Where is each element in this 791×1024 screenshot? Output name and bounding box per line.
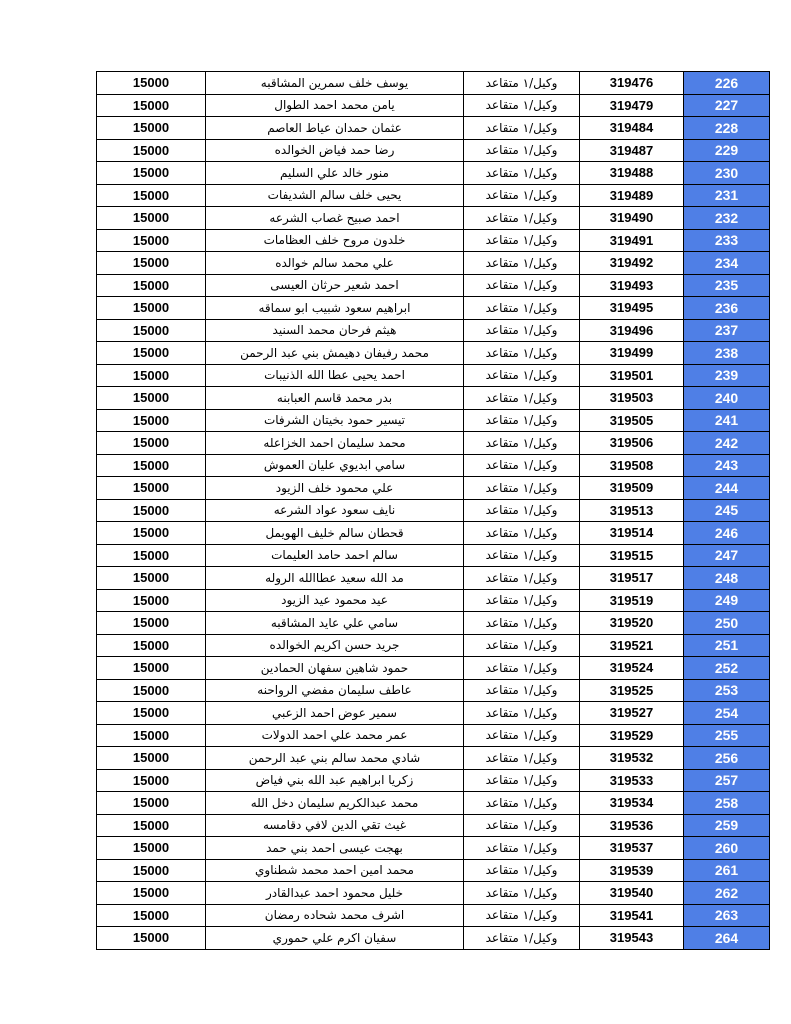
- rank-cell: وكيل/١ متقاعد: [464, 162, 580, 185]
- sequence-number-cell: 263: [684, 904, 770, 927]
- table-row: [97, 364, 770, 387]
- full-name-cell: يامن محمد احمد الطوال: [206, 94, 464, 117]
- full-name-cell: بدر محمد قاسم العبابنه: [206, 387, 464, 410]
- rank-cell: وكيل/١ متقاعد: [464, 904, 580, 927]
- amount-cell: 15000: [97, 72, 206, 95]
- sequence-number-cell: 244: [684, 477, 770, 500]
- sequence-number-cell: 228: [684, 117, 770, 140]
- sequence-number-cell: 241: [684, 409, 770, 432]
- table-row: [97, 162, 770, 185]
- amount-cell: 15000: [97, 612, 206, 635]
- table-row: [97, 792, 770, 815]
- military-number-cell: 319520: [580, 612, 684, 635]
- table-row: [97, 589, 770, 612]
- sequence-number-cell: 246: [684, 522, 770, 545]
- military-number-cell: 319496: [580, 319, 684, 342]
- sequence-number-cell: 242: [684, 432, 770, 455]
- full-name-cell: محمد رفيفان دهيمش بني عبد الرحمن: [206, 342, 464, 365]
- military-number-cell: 319537: [580, 837, 684, 860]
- full-name-cell: احمد يحيى عطا الله الذنيبات: [206, 364, 464, 387]
- amount-cell: 15000: [97, 252, 206, 275]
- military-number-cell: 319513: [580, 499, 684, 522]
- table-row: [97, 814, 770, 837]
- table-row: [97, 477, 770, 500]
- military-number-cell: 319539: [580, 859, 684, 882]
- military-number-cell: 319493: [580, 274, 684, 297]
- sequence-number-cell: 262: [684, 882, 770, 905]
- full-name-cell: عيد محمود عيد الزيود: [206, 589, 464, 612]
- table-row: [97, 207, 770, 230]
- full-name-cell: عثمان حمدان عياط العاصم: [206, 117, 464, 140]
- sequence-number-cell: 231: [684, 184, 770, 207]
- military-number-cell: 319525: [580, 679, 684, 702]
- sequence-number-cell: 238: [684, 342, 770, 365]
- rank-cell: وكيل/١ متقاعد: [464, 184, 580, 207]
- rank-cell: وكيل/١ متقاعد: [464, 589, 580, 612]
- rank-cell: وكيل/١ متقاعد: [464, 364, 580, 387]
- amount-cell: 15000: [97, 814, 206, 837]
- rank-cell: وكيل/١ متقاعد: [464, 94, 580, 117]
- amount-cell: 15000: [97, 544, 206, 567]
- amount-cell: 15000: [97, 207, 206, 230]
- full-name-cell: ابراهيم سعود شبيب ابو سماقه: [206, 297, 464, 320]
- table-row: [97, 522, 770, 545]
- full-name-cell: مد الله سعيد عطاالله الروله: [206, 567, 464, 590]
- military-number-cell: 319540: [580, 882, 684, 905]
- table-row: [97, 837, 770, 860]
- full-name-cell: خليل محمود احمد عبدالقادر: [206, 882, 464, 905]
- amount-cell: 15000: [97, 387, 206, 410]
- military-number-cell: 319541: [580, 904, 684, 927]
- military-number-cell: 319495: [580, 297, 684, 320]
- military-number-cell: 319534: [580, 792, 684, 815]
- full-name-cell: غيث تقي الدين لافي دقامسه: [206, 814, 464, 837]
- full-name-cell: اشرف محمد شحاده رمضان: [206, 904, 464, 927]
- rank-cell: وكيل/١ متقاعد: [464, 432, 580, 455]
- sequence-number-cell: 235: [684, 274, 770, 297]
- full-name-cell: يحيى خلف سالم الشديفات: [206, 184, 464, 207]
- military-number-cell: 319543: [580, 927, 684, 950]
- amount-cell: 15000: [97, 927, 206, 950]
- rank-cell: وكيل/١ متقاعد: [464, 859, 580, 882]
- amount-cell: 15000: [97, 499, 206, 522]
- military-number-cell: 319489: [580, 184, 684, 207]
- full-name-cell: محمد امين احمد محمد شطناوي: [206, 859, 464, 882]
- rank-cell: وكيل/١ متقاعد: [464, 927, 580, 950]
- rank-cell: وكيل/١ متقاعد: [464, 769, 580, 792]
- full-name-cell: سمير عوض احمد الزعبي: [206, 702, 464, 725]
- rank-cell: وكيل/١ متقاعد: [464, 567, 580, 590]
- sequence-number-cell: 226: [684, 72, 770, 95]
- amount-cell: 15000: [97, 297, 206, 320]
- sequence-number-cell: 254: [684, 702, 770, 725]
- table-row: [97, 342, 770, 365]
- military-number-cell: 319533: [580, 769, 684, 792]
- military-number-cell: 319479: [580, 94, 684, 117]
- table-row: [97, 229, 770, 252]
- amount-cell: 15000: [97, 837, 206, 860]
- amount-cell: 15000: [97, 589, 206, 612]
- full-name-cell: شادي محمد سالم بني عبد الرحمن: [206, 747, 464, 770]
- rank-cell: وكيل/١ متقاعد: [464, 252, 580, 275]
- military-number-cell: 319529: [580, 724, 684, 747]
- military-number-cell: 319488: [580, 162, 684, 185]
- military-number-cell: 319503: [580, 387, 684, 410]
- full-name-cell: سامي علي عايد المشاقبه: [206, 612, 464, 635]
- amount-cell: 15000: [97, 859, 206, 882]
- amount-cell: 15000: [97, 139, 206, 162]
- amount-cell: 15000: [97, 634, 206, 657]
- table-row: [97, 612, 770, 635]
- sequence-number-cell: 233: [684, 229, 770, 252]
- table-row: [97, 432, 770, 455]
- full-name-cell: علي محمد سالم خوالده: [206, 252, 464, 275]
- amount-cell: 15000: [97, 364, 206, 387]
- table-row: [97, 499, 770, 522]
- military-number-cell: 319487: [580, 139, 684, 162]
- amount-cell: 15000: [97, 882, 206, 905]
- rank-cell: وكيل/١ متقاعد: [464, 139, 580, 162]
- military-number-cell: 319515: [580, 544, 684, 567]
- military-number-cell: 319521: [580, 634, 684, 657]
- sequence-number-cell: 227: [684, 94, 770, 117]
- sequence-number-cell: 240: [684, 387, 770, 410]
- rank-cell: وكيل/١ متقاعد: [464, 342, 580, 365]
- amount-cell: 15000: [97, 117, 206, 140]
- sequence-number-cell: 247: [684, 544, 770, 567]
- table-row: [97, 679, 770, 702]
- table-row: [97, 297, 770, 320]
- amount-cell: 15000: [97, 904, 206, 927]
- military-number-cell: 319484: [580, 117, 684, 140]
- sequence-number-cell: 243: [684, 454, 770, 477]
- table-row: [97, 882, 770, 905]
- table-row: [97, 747, 770, 770]
- full-name-cell: هيثم فرحان محمد السنيد: [206, 319, 464, 342]
- full-name-cell: سامي ابديوي عليان العموش: [206, 454, 464, 477]
- full-name-cell: يوسف خلف سمرين المشاقبه: [206, 72, 464, 95]
- rank-cell: وكيل/١ متقاعد: [464, 544, 580, 567]
- sequence-number-cell: 256: [684, 747, 770, 770]
- amount-cell: 15000: [97, 229, 206, 252]
- amount-cell: 15000: [97, 724, 206, 747]
- military-number-cell: 319508: [580, 454, 684, 477]
- amount-cell: 15000: [97, 522, 206, 545]
- table-row: [97, 94, 770, 117]
- table-row: [97, 657, 770, 680]
- rank-cell: وكيل/١ متقاعد: [464, 229, 580, 252]
- sequence-number-cell: 264: [684, 927, 770, 950]
- rank-cell: وكيل/١ متقاعد: [464, 454, 580, 477]
- rank-cell: وكيل/١ متقاعد: [464, 297, 580, 320]
- military-number-cell: 319490: [580, 207, 684, 230]
- rank-cell: وكيل/١ متقاعد: [464, 814, 580, 837]
- full-name-cell: محمد عبدالكريم سليمان دخل الله: [206, 792, 464, 815]
- full-name-cell: احمد صبيح غصاب الشرعه: [206, 207, 464, 230]
- military-number-cell: 319491: [580, 229, 684, 252]
- amount-cell: 15000: [97, 162, 206, 185]
- amount-cell: 15000: [97, 409, 206, 432]
- rank-cell: وكيل/١ متقاعد: [464, 657, 580, 680]
- amount-cell: 15000: [97, 319, 206, 342]
- military-number-cell: 319536: [580, 814, 684, 837]
- rank-cell: وكيل/١ متقاعد: [464, 792, 580, 815]
- table-row: [97, 769, 770, 792]
- amount-cell: 15000: [97, 702, 206, 725]
- sequence-number-cell: 245: [684, 499, 770, 522]
- military-number-cell: 319499: [580, 342, 684, 365]
- rank-cell: وكيل/١ متقاعد: [464, 679, 580, 702]
- sequence-number-cell: 230: [684, 162, 770, 185]
- amount-cell: 15000: [97, 454, 206, 477]
- table-row: [97, 184, 770, 207]
- rank-cell: وكيل/١ متقاعد: [464, 522, 580, 545]
- full-name-cell: عمر محمد علي احمد الدولات: [206, 724, 464, 747]
- sequence-number-cell: 232: [684, 207, 770, 230]
- sequence-number-cell: 257: [684, 769, 770, 792]
- sequence-number-cell: 255: [684, 724, 770, 747]
- full-name-cell: احمد شعير حرثان العيسى: [206, 274, 464, 297]
- military-number-cell: 319517: [580, 567, 684, 590]
- table-row: [97, 72, 770, 95]
- rank-cell: وكيل/١ متقاعد: [464, 612, 580, 635]
- rank-cell: وكيل/١ متقاعد: [464, 499, 580, 522]
- amount-cell: 15000: [97, 679, 206, 702]
- full-name-cell: تيسير حمود بخيتان الشرفات: [206, 409, 464, 432]
- full-name-cell: بهجت عيسى احمد بني حمد: [206, 837, 464, 860]
- full-name-cell: زكريا ابراهيم عبد الله بني فياض: [206, 769, 464, 792]
- amount-cell: 15000: [97, 342, 206, 365]
- sequence-number-cell: 251: [684, 634, 770, 657]
- personnel-table: [96, 71, 770, 950]
- military-number-cell: 319492: [580, 252, 684, 275]
- sequence-number-cell: 260: [684, 837, 770, 860]
- amount-cell: 15000: [97, 769, 206, 792]
- rank-cell: وكيل/١ متقاعد: [464, 387, 580, 410]
- military-number-cell: 319514: [580, 522, 684, 545]
- sequence-number-cell: 259: [684, 814, 770, 837]
- amount-cell: 15000: [97, 477, 206, 500]
- table-row: [97, 454, 770, 477]
- sequence-number-cell: 249: [684, 589, 770, 612]
- amount-cell: 15000: [97, 657, 206, 680]
- sequence-number-cell: 234: [684, 252, 770, 275]
- table-row: [97, 409, 770, 432]
- amount-cell: 15000: [97, 94, 206, 117]
- amount-cell: 15000: [97, 274, 206, 297]
- table-row: [97, 139, 770, 162]
- military-number-cell: 319519: [580, 589, 684, 612]
- table-row: [97, 859, 770, 882]
- full-name-cell: رضا حمد فياض الخوالده: [206, 139, 464, 162]
- sequence-number-cell: 253: [684, 679, 770, 702]
- full-name-cell: خلدون مروح خلف العظامات: [206, 229, 464, 252]
- sequence-number-cell: 261: [684, 859, 770, 882]
- full-name-cell: جريد حسن اكريم الخوالده: [206, 634, 464, 657]
- sequence-number-cell: 237: [684, 319, 770, 342]
- military-number-cell: 319501: [580, 364, 684, 387]
- table-row: [97, 544, 770, 567]
- full-name-cell: قحطان سالم خليف الهويمل: [206, 522, 464, 545]
- sequence-number-cell: 248: [684, 567, 770, 590]
- military-number-cell: 319532: [580, 747, 684, 770]
- full-name-cell: علي محمود خلف الزيود: [206, 477, 464, 500]
- table-row: [97, 567, 770, 590]
- rank-cell: وكيل/١ متقاعد: [464, 274, 580, 297]
- sequence-number-cell: 252: [684, 657, 770, 680]
- table-body: [97, 72, 770, 950]
- table-row: [97, 252, 770, 275]
- full-name-cell: عاطف سليمان مفضي الرواحنه: [206, 679, 464, 702]
- rank-cell: وكيل/١ متقاعد: [464, 837, 580, 860]
- military-number-cell: 319506: [580, 432, 684, 455]
- sequence-number-cell: 229: [684, 139, 770, 162]
- sequence-number-cell: 258: [684, 792, 770, 815]
- amount-cell: 15000: [97, 184, 206, 207]
- table-row: [97, 274, 770, 297]
- rank-cell: وكيل/١ متقاعد: [464, 477, 580, 500]
- full-name-cell: نايف سعود عواد الشرعه: [206, 499, 464, 522]
- table-row: [97, 927, 770, 950]
- table-row: [97, 702, 770, 725]
- sequence-number-cell: 239: [684, 364, 770, 387]
- table-row: [97, 319, 770, 342]
- amount-cell: 15000: [97, 432, 206, 455]
- rank-cell: وكيل/١ متقاعد: [464, 117, 580, 140]
- military-number-cell: 319505: [580, 409, 684, 432]
- rank-cell: وكيل/١ متقاعد: [464, 207, 580, 230]
- amount-cell: 15000: [97, 747, 206, 770]
- table-row: [97, 387, 770, 410]
- rank-cell: وكيل/١ متقاعد: [464, 882, 580, 905]
- rank-cell: وكيل/١ متقاعد: [464, 634, 580, 657]
- table-row: [97, 634, 770, 657]
- table-row: [97, 904, 770, 927]
- amount-cell: 15000: [97, 792, 206, 815]
- sequence-number-cell: 236: [684, 297, 770, 320]
- full-name-cell: سالم احمد حامد العليمات: [206, 544, 464, 567]
- amount-cell: 15000: [97, 567, 206, 590]
- table-row: [97, 117, 770, 140]
- rank-cell: وكيل/١ متقاعد: [464, 724, 580, 747]
- rank-cell: وكيل/١ متقاعد: [464, 72, 580, 95]
- full-name-cell: حمود شاهين سفهان الحمادين: [206, 657, 464, 680]
- rank-cell: وكيل/١ متقاعد: [464, 747, 580, 770]
- sequence-number-cell: 250: [684, 612, 770, 635]
- military-number-cell: 319524: [580, 657, 684, 680]
- military-number-cell: 319476: [580, 72, 684, 95]
- full-name-cell: منور خالد علي السليم: [206, 162, 464, 185]
- full-name-cell: محمد سليمان احمد الخزاعله: [206, 432, 464, 455]
- military-number-cell: 319509: [580, 477, 684, 500]
- table-row: [97, 724, 770, 747]
- rank-cell: وكيل/١ متقاعد: [464, 319, 580, 342]
- rank-cell: وكيل/١ متقاعد: [464, 702, 580, 725]
- rank-cell: وكيل/١ متقاعد: [464, 409, 580, 432]
- full-name-cell: سفيان اكرم علي حموري: [206, 927, 464, 950]
- military-number-cell: 319527: [580, 702, 684, 725]
